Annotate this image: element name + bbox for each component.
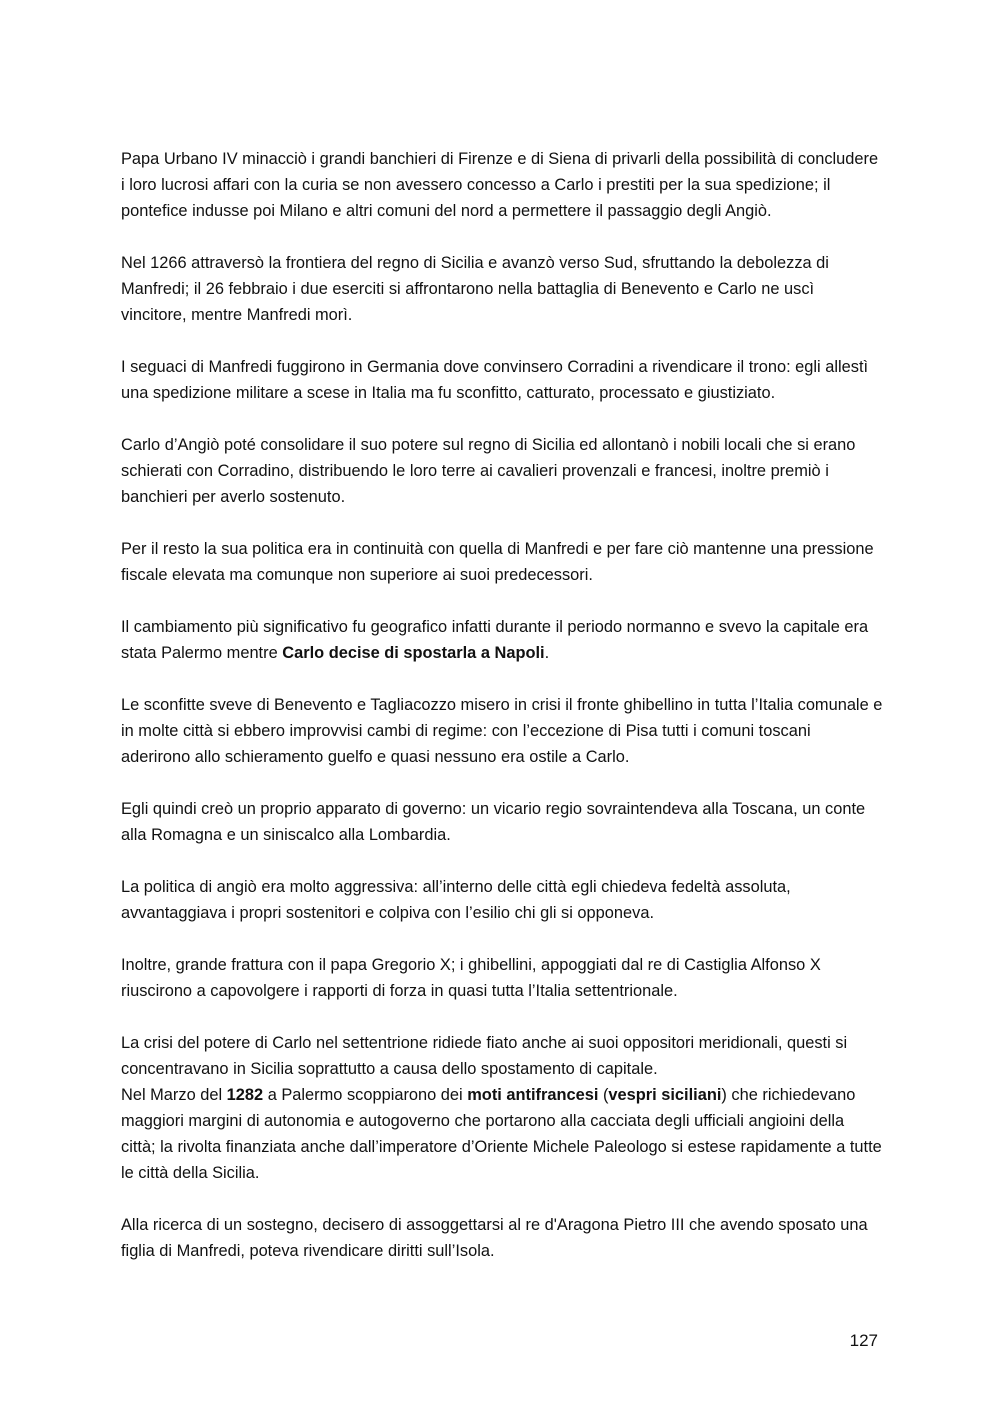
paragraph-vespri [121, 1082, 883, 1186]
paragraph-text: Egli quindi creò un proprio apparato di governo: un vicario regio sovraintendeva alla Toscana, un conte alla Romagna e un siniscalco alla Lombardia. [121, 800, 866, 844]
paragraph-crisi [121, 1030, 883, 1082]
paragraph-1266 [121, 250, 883, 328]
paragraph-text: Inoltre, grande frattura con il papa Gregorio X; i ghibellini, appoggiati dal re di Castiglia Alfonso X riuscirono a capovolgere i rapporti di forza in quasi tutta l’Italia settentrionale. [121, 956, 821, 1000]
paragraph-text: a Palermo scoppiarono dei [263, 1086, 468, 1104]
paragraph-urbano [121, 146, 883, 224]
paragraph-aragona [121, 1212, 883, 1264]
paragraph-apparato [121, 796, 883, 848]
paragraph-frattura [121, 952, 883, 1004]
bold-text: 1282 [226, 1086, 264, 1104]
bold-text: Carlo decise di spostarla a Napoli [282, 644, 545, 662]
paragraph-politica [121, 536, 883, 588]
paragraph-text: Carlo d’Angiò poté consolidare il suo potere sul regno di Sicilia ed allontanò i nobili locali che si erano schierati con Corradino, distribuendo le loro terre ai cavalieri provenzali e francesi, inoltre premiò i banchieri per averlo sostenuto. [121, 436, 856, 506]
paragraph-cambiamento [121, 614, 883, 666]
paragraph-text: Per il resto la sua politica era in continuità con quella di Manfredi e per fare ciò mantenne una pressione fiscale elevata ma comunque non superiore ai suoi predecessori. [121, 540, 874, 584]
paragraph-text: Nel 1266 attraversò la frontiera del regno di Sicilia e avanzò verso Sud, sfruttando la debolezza di Manfredi; il 26 febbraio i due eserciti si affrontarono nella battaglia di Benevento e Carlo ne uscì vincitore, mentre Manfredi morì. [121, 254, 829, 324]
paragraph-text: Le sconfitte sveve di Benevento e Tagliacozzo misero in crisi il fronte ghibellino in tutta l’Italia comunale e in molte città si ebbero improvvisi cambi di regime: con l’eccezione di Pisa tutti i comuni toscani aderirono allo schieramento guelfo e quasi nessuno era ostile a Carlo. [121, 696, 883, 766]
paragraph-text: La crisi del potere di Carlo nel settentrione ridiede fiato anche ai suoi oppositori meridionali, questi si concentravano in Sicilia soprattutto a causa dello spostamento di capitale. [121, 1034, 848, 1078]
page-number: 127 [849, 1331, 878, 1350]
paragraph-seguaci [121, 354, 883, 406]
paragraph-text: . [544, 644, 550, 662]
paragraph-carlo-consolidare [121, 432, 883, 510]
bold-text: moti antifrancesi [467, 1086, 599, 1104]
paragraph-aggressiva [121, 874, 883, 926]
paragraph-text: Alla ricerca di un sostegno, decisero di assoggettarsi al re d'Aragona Pietro III che avendo sposato una figlia di Manfredi, poteva rivendicare diritti sull’Isola. [121, 1216, 868, 1260]
body-text [121, 146, 883, 1290]
bold-text: vespri siciliani [608, 1086, 722, 1104]
paragraph-text: Nel Marzo del [121, 1086, 227, 1104]
paragraph-sconfitte [121, 692, 883, 770]
paragraph-text: Il cambiamento più significativo fu geografico infatti durante il periodo normanno e svevo la capitale era stata Palermo mentre [121, 618, 869, 662]
paragraph-text: ( [598, 1086, 609, 1104]
paragraph-text: La politica di angiò era molto aggressiva: all’interno delle città egli chiedeva fedeltà assoluta, avvantaggiava i propri sostenitori e colpiva con l’esilio chi gli si opponeva. [121, 878, 791, 922]
paragraph-text: Papa Urbano IV minacciò i grandi banchieri di Firenze e di Siena di privarli della possibilità di concludere i loro lucrosi affari con la curia se non avessero concesso a Carlo i prestiti per la sua spedizione; il pontefice indusse poi Milano e altri comuni del nord a permettere il passaggio degli Angiò. [121, 150, 879, 220]
paragraph-text: I seguaci di Manfredi fuggirono in Germania dove convinsero Corradini a rivendicare il trono: egli allestì una spedizione militare a scese in Italia ma fu sconfitto, catturato, processato e giustiziato. [121, 358, 869, 402]
paragraph-text: ) che richiedevano maggiori margini di autonomia e autogoverno che portarono alla cacciata degli ufficiali angioini della città; la rivolta finanziata anche dall’imperatore d’Oriente Michele Paleologo si estese rapidamente a tutte le città della Sicilia. [121, 1086, 882, 1182]
